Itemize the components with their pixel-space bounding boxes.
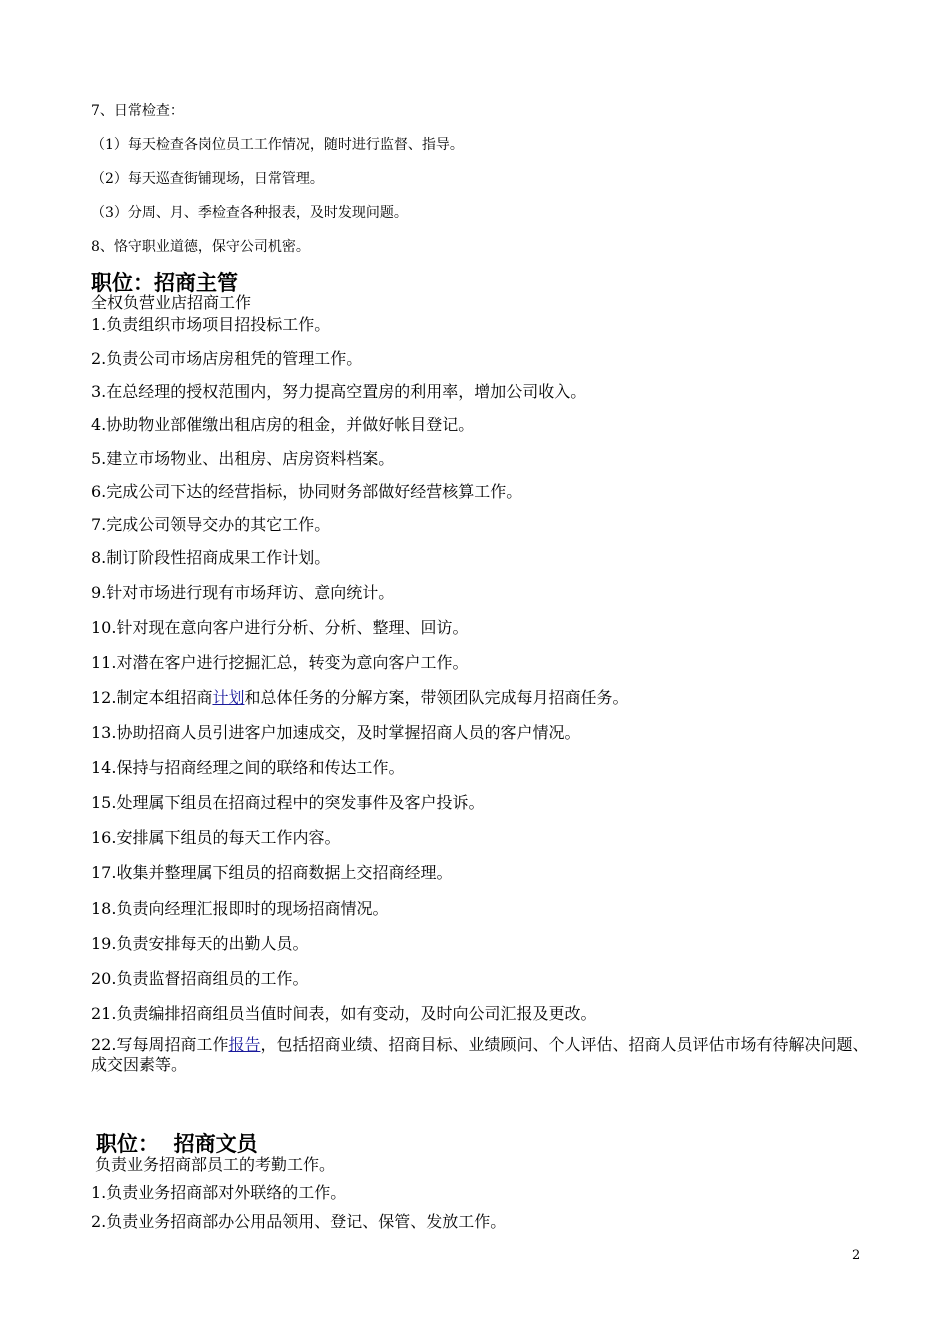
item-22-text-start: 22.写每周招商工作 — [91, 1035, 229, 1054]
supervisor-item-7: 7.完成公司领导交办的其它工作。 — [91, 515, 331, 534]
supervisor-item-19: 19.负责安排每天的出勤人员。 — [91, 934, 309, 953]
section-title-clerk: 职位： 招商文员 — [96, 1132, 258, 1156]
page-number: 2 — [852, 1248, 861, 1263]
supervisor-item-21: 21.负责编排招商组员当值时间表，如有变动，及时向公司汇报及更改。 — [91, 1004, 597, 1023]
prev-item-7: 7、日常检查： — [91, 103, 184, 119]
report-link[interactable]: 报告 — [228, 1035, 261, 1054]
supervisor-item-6: 6.完成公司下达的经营指标，协同财务部做好经营核算工作。 — [91, 482, 523, 501]
supervisor-item-9: 9.针对市场进行现有市场拜访、意向统计。 — [91, 583, 395, 602]
supervisor-item-14: 14.保持与招商经理之间的联络和传达工作。 — [91, 758, 405, 777]
section-title-supervisor: 职位：招商主管 — [91, 271, 238, 295]
supervisor-item-20: 20.负责监督招商组员的工作。 — [91, 969, 309, 988]
supervisor-item-2: 2.负责公司市场店房租凭的管理工作。 — [91, 349, 363, 368]
supervisor-item-1: 1.负责组织市场项目招投标工作。 — [91, 315, 331, 334]
prev-sub-3: （3）分周、月、季检查各种报表，及时发现问题。 — [91, 205, 408, 221]
supervisor-item-16: 16.安排属下组员的每天工作内容。 — [91, 828, 341, 847]
supervisor-item-12 — [91, 685, 628, 708]
clerk-item-1: 1.负责业务招商部对外联络的工作。 — [91, 1183, 347, 1202]
item-22-text-end: ，包括招商业绩、招商目标、业绩顾问、个人评估、招商人员评估市场有待解决问题、成交因素等。 — [91, 1035, 869, 1074]
supervisor-item-11: 11.对潜在客户进行挖掘汇总，转变为意向客户工作。 — [91, 653, 469, 672]
supervisor-item-8: 8.制订阶段性招商成果工作计划。 — [91, 548, 331, 567]
prev-item-8: 8、恪守职业道德，保守公司机密。 — [91, 239, 310, 255]
item-12-text-end: 和总体任务的分解方案，带领团队完成每月招商任务。 — [244, 688, 629, 707]
item-12-text-start: 12.制定本组招商 — [91, 688, 213, 707]
clerk-item-2: 2.负责业务招商部办公用品领用、登记、保管、发放工作。 — [91, 1212, 507, 1231]
supervisor-item-3: 3.在总经理的授权范围内，努力提高空置房的利用率，增加公司收入。 — [91, 382, 587, 401]
supervisor-item-10: 10.针对现在意向客户进行分析、分析、整理、回访。 — [91, 618, 469, 637]
supervisor-summary: 全权负营业店招商工作 — [91, 293, 252, 312]
supervisor-item-4: 4.协助物业部催缴出租店房的租金，并做好帐目登记。 — [91, 415, 475, 434]
prev-sub-2: （2）每天巡查街铺现场，日常管理。 — [91, 171, 324, 187]
plan-link[interactable]: 计划 — [212, 688, 245, 707]
clerk-summary: 负责业务招商部员工的考勤工作。 — [95, 1155, 336, 1174]
supervisor-item-5: 5.建立市场物业、出租房、店房资料档案。 — [91, 449, 395, 468]
supervisor-item-22 — [91, 1035, 871, 1075]
supervisor-item-13: 13.协助招商人员引进客户加速成交，及时掌握招商人员的客户情况。 — [91, 723, 581, 742]
supervisor-item-18: 18.负责向经理汇报即时的现场招商情况。 — [91, 899, 389, 918]
supervisor-item-15: 15.处理属下组员在招商过程中的突发事件及客户投诉。 — [91, 793, 485, 812]
prev-sub-1: （1）每天检查各岗位员工工作情况，随时进行监督、指导。 — [91, 137, 464, 153]
supervisor-item-17: 17.收集并整理属下组员的招商数据上交招商经理。 — [91, 863, 453, 882]
